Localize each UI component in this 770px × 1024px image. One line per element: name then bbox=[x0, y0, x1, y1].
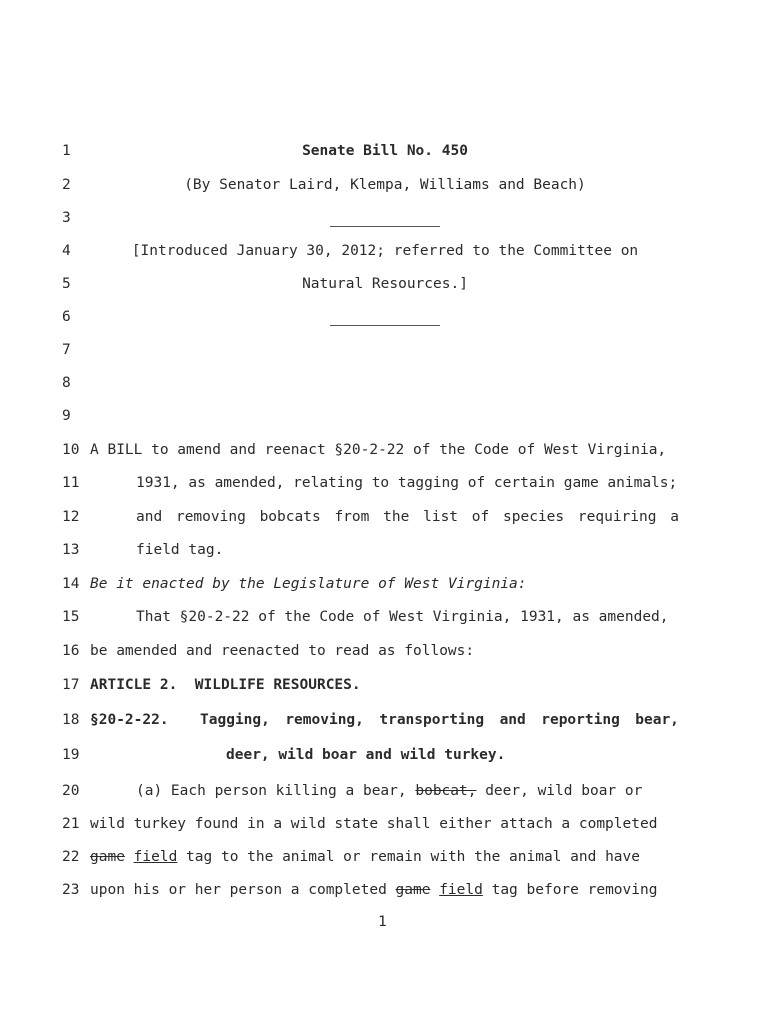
line-number: 3 bbox=[62, 210, 71, 226]
text: (a) Each person killing a bear, bbox=[136, 783, 407, 799]
sponsors: (By Senator Laird, Klempa, Williams and Beach) bbox=[184, 177, 586, 193]
bill-text-line bbox=[90, 849, 640, 865]
line-number: 22 bbox=[62, 849, 80, 865]
word: and bbox=[499, 712, 526, 728]
word: species bbox=[503, 509, 565, 525]
introduced-line-2: Natural Resources.] bbox=[302, 276, 468, 292]
bill-text-line: field tag. bbox=[136, 542, 224, 558]
bill-text-line: A BILL to amend and reenact §20-2-22 of the Code of West Virginia, bbox=[90, 442, 667, 458]
line-number: 7 bbox=[62, 342, 71, 358]
line-number: 14 bbox=[62, 576, 80, 592]
word: bobcats bbox=[259, 509, 321, 525]
text: upon his or her person a completed bbox=[90, 882, 387, 898]
word: transporting bbox=[379, 712, 485, 728]
line-number: 18 bbox=[62, 712, 80, 728]
inserted-text: field bbox=[133, 849, 178, 865]
line-number: 21 bbox=[62, 816, 80, 832]
article-heading: ARTICLE 2. WILDLIFE RESOURCES. bbox=[90, 677, 361, 693]
line-number: 11 bbox=[62, 475, 80, 491]
stricken-text: bobcat, bbox=[415, 783, 477, 799]
line-number: 13 bbox=[62, 542, 80, 558]
line-number: 16 bbox=[62, 643, 80, 659]
word: a bbox=[670, 509, 679, 525]
line-number: 19 bbox=[62, 747, 80, 763]
text: tag to the animal or remain with the animal and have bbox=[186, 849, 640, 865]
word: removing, bbox=[285, 712, 364, 728]
text: deer, wild boar or bbox=[485, 783, 643, 799]
line-number: 10 bbox=[62, 442, 80, 458]
line-number: 5 bbox=[62, 276, 71, 292]
divider-rule bbox=[330, 325, 440, 326]
line-number: 9 bbox=[62, 408, 71, 424]
word: removing bbox=[175, 509, 246, 525]
word: of bbox=[471, 509, 490, 525]
bill-text-line: be amended and reenacted to read as follows: bbox=[90, 643, 475, 659]
line-number: 17 bbox=[62, 677, 80, 693]
line-number: 23 bbox=[62, 882, 80, 898]
page-number: 1 bbox=[378, 914, 387, 930]
line-number: 8 bbox=[62, 375, 71, 391]
bill-text-line bbox=[136, 783, 642, 799]
bill-text-line bbox=[90, 882, 657, 898]
stricken-text: game bbox=[395, 882, 431, 898]
line-number: 1 bbox=[62, 143, 71, 159]
line-number: 15 bbox=[62, 609, 80, 625]
section-number: §20-2-22. bbox=[90, 712, 169, 728]
introduced-line: [Introduced January 30, 2012; referred to the Committee on bbox=[131, 243, 639, 259]
word: bear, bbox=[635, 712, 679, 728]
line-number: 2 bbox=[62, 177, 71, 193]
bill-text-line: That §20-2-22 of the Code of West Virginia, 1931, as amended, bbox=[136, 609, 669, 625]
section-heading-cont: deer, wild boar and wild turkey. bbox=[226, 747, 506, 763]
line-number: 6 bbox=[62, 309, 71, 325]
bill-text-line: wild turkey found in a wild state shall either attach a completed bbox=[90, 816, 658, 832]
text: tag before removing bbox=[491, 882, 658, 898]
word: requiring bbox=[577, 509, 657, 525]
word: reporting bbox=[541, 712, 620, 728]
word: Tagging, bbox=[200, 712, 270, 728]
inserted-text: field bbox=[439, 882, 483, 898]
line-number: 20 bbox=[62, 783, 80, 799]
line-number: 4 bbox=[62, 243, 71, 259]
divider-rule bbox=[330, 226, 440, 227]
bill-text-line bbox=[136, 509, 679, 525]
bill-text-line: 1931, as amended, relating to tagging of certain game animals; bbox=[136, 475, 678, 491]
line-number: 12 bbox=[62, 509, 80, 525]
word: and bbox=[136, 509, 163, 525]
enacting-clause: Be it enacted by the Legislature of West Virginia: bbox=[90, 576, 527, 592]
word: the bbox=[383, 509, 410, 525]
word: list bbox=[423, 509, 459, 525]
word: from bbox=[334, 509, 370, 525]
section-heading bbox=[90, 712, 679, 728]
stricken-text: game bbox=[90, 849, 125, 865]
bill-title: Senate Bill No. 450 bbox=[302, 143, 468, 159]
